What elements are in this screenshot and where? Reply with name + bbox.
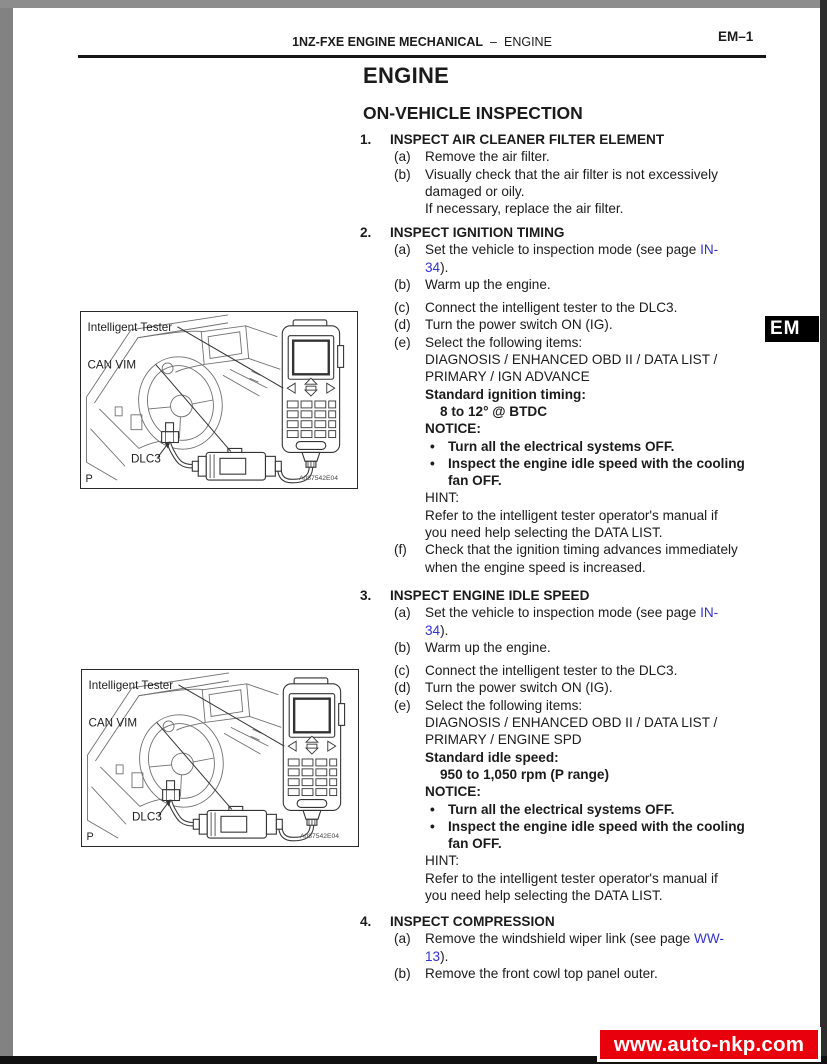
text-run: ). [440, 948, 449, 964]
text-run: PRIMARY / IGN ADVANCE [425, 369, 590, 385]
header-separator: – [490, 35, 497, 49]
section-heading: INSPECT ENGINE IDLE SPEED [390, 588, 590, 603]
text-line [425, 166, 776, 183]
text-run: Visually check that the air filter is not excessively [425, 166, 718, 182]
step-body [425, 166, 776, 218]
section-number: 3. [360, 588, 372, 603]
step-body [425, 965, 776, 982]
section [360, 131, 776, 217]
scan-edge-left [0, 0, 13, 1064]
text-line [425, 200, 776, 217]
text-line [425, 731, 776, 748]
text-run: you need help selecting the DATA LIST. [425, 888, 663, 904]
dlc3-connection-illustration [82, 670, 358, 846]
dlc3-connector-drawing [162, 423, 179, 443]
text-run: ). [440, 259, 449, 275]
text-run: 8 to 12° @ BTDC [440, 403, 548, 419]
step-body [425, 276, 776, 293]
scan-edge-top [0, 0, 827, 8]
text-run: DIAGNOSIS / ENHANCED OBD II / DATA LIST / [425, 715, 718, 731]
text-run: Warm up the engine. [425, 276, 551, 292]
procedure-step [394, 148, 776, 165]
step-body [425, 930, 776, 965]
step-label: (c) [394, 663, 410, 679]
text-run: Connect the intelligent tester to the DLC3. [425, 663, 678, 679]
procedure-step [394, 604, 776, 639]
step-label: (a) [394, 242, 411, 258]
step-label: (d) [394, 317, 411, 333]
scan-edge-right [820, 0, 827, 1064]
text-line [425, 930, 776, 947]
step-label: (a) [394, 149, 411, 165]
text-run: HINT: [425, 853, 459, 869]
procedure-step [394, 697, 776, 905]
step-label: (e) [394, 697, 411, 713]
text-line [425, 299, 776, 316]
figure-label-intelligent-tester: Intelligent Tester [88, 678, 174, 692]
text-line [425, 541, 776, 558]
procedure-step [394, 662, 776, 679]
page-reference-link[interactable]: 13 [425, 948, 441, 964]
text-line [425, 524, 776, 541]
text-run: you need help selecting the DATA LIST. [425, 525, 663, 541]
procedure-step [394, 639, 776, 656]
text-line [425, 276, 776, 293]
step-label: (e) [394, 334, 411, 350]
procedure-step [394, 316, 776, 333]
text-run: Select the following items: [425, 334, 583, 350]
figure-label-dlc3: DLC3 [131, 452, 161, 466]
text-run: Standard idle speed: [425, 749, 559, 765]
step-label: (f) [394, 542, 407, 558]
figure-label-intelligent-tester: Intelligent Tester [87, 320, 173, 334]
figure-label-can-vim: CAN VIM [88, 716, 138, 730]
text-line [425, 420, 776, 437]
step-label: (c) [394, 300, 410, 316]
step-body [425, 662, 776, 679]
text-line [425, 948, 776, 965]
text-line [425, 559, 776, 576]
text-run: Inspect the engine idle speed with the cooling [448, 818, 745, 834]
text-line [425, 316, 776, 333]
text-run: Refer to the intelligent tester operator's manual if [425, 870, 718, 886]
text-line [425, 183, 776, 200]
text-run: Turn the power switch ON (IG). [425, 680, 613, 696]
step-label: (a) [394, 605, 411, 621]
section-heading-row [360, 587, 776, 604]
text-line [425, 489, 776, 506]
text-line [425, 472, 776, 489]
text-run: Check that the ignition timing advances immediately [425, 542, 738, 558]
step-body [425, 604, 776, 639]
watermark-banner [597, 1027, 821, 1062]
procedure-step [394, 299, 776, 316]
figure-intelligent-tester-connection-1 [80, 311, 358, 489]
section-heading: INSPECT IGNITION TIMING [390, 225, 565, 240]
step-label: (b) [394, 965, 411, 981]
step-body [425, 299, 776, 316]
page-reference-link[interactable]: IN- [700, 242, 719, 258]
text-line [425, 714, 776, 731]
text-run: HINT: [425, 490, 459, 506]
text-line [425, 965, 776, 982]
bullet-marker: • [430, 801, 435, 817]
intelligent-tester-drawing [283, 678, 344, 825]
text-line [425, 403, 776, 420]
leader-line-intelligent-tester [177, 327, 283, 388]
text-line [425, 818, 776, 835]
section-tab-em: EM [765, 316, 819, 342]
text-run: DIAGNOSIS / ENHANCED OBD II / DATA LIST / [425, 352, 718, 368]
text-line [425, 697, 776, 714]
header-section-name: ENGINE [504, 35, 552, 49]
figure-code: A087542E04 [300, 833, 339, 841]
bullet-marker: • [430, 455, 435, 471]
step-body [425, 334, 776, 542]
figure-label-p: P [86, 831, 94, 844]
text-line [425, 662, 776, 679]
text-run: damaged or oily. [425, 183, 525, 199]
text-run: Remove the air filter. [425, 149, 550, 165]
bullet-marker: • [430, 438, 435, 454]
procedure-step [394, 334, 776, 542]
step-body [425, 697, 776, 905]
page-reference-link[interactable]: IN- [700, 605, 719, 621]
text-line [425, 801, 776, 818]
dlc3-connection-illustration [81, 312, 357, 488]
procedure-step [394, 541, 776, 576]
text-run: If necessary, replace the air filter. [425, 201, 624, 217]
text-line [425, 259, 776, 276]
steering-wheel [129, 348, 232, 458]
header-manual-title: 1NZ-FXE ENGINE MECHANICAL [292, 35, 484, 49]
text-line [425, 604, 776, 621]
text-run: Turn the power switch ON (IG). [425, 317, 613, 333]
section-number: 4. [360, 914, 372, 929]
running-header [78, 35, 766, 49]
text-run: fan OFF. [448, 836, 502, 852]
text-run: NOTICE: [425, 784, 481, 800]
text-line [425, 766, 776, 783]
text-run: when the engine speed is increased. [425, 559, 646, 575]
text-run: Refer to the intelligent tester operator's manual if [425, 507, 718, 523]
page-reference-link[interactable]: 34 [425, 622, 441, 638]
text-run: Remove the windshield wiper link (see page [425, 931, 694, 947]
step-body [425, 541, 776, 576]
step-label: (d) [394, 680, 411, 696]
section-heading: INSPECT AIR CLEANER FILTER ELEMENT [390, 132, 665, 147]
figure-label-dlc3: DLC3 [132, 810, 162, 824]
step-label: (b) [394, 166, 411, 182]
page-reference-link[interactable]: WW- [694, 931, 724, 947]
text-line [425, 241, 776, 258]
text-line [425, 622, 776, 639]
text-run: Select the following items: [425, 697, 583, 713]
procedure-step [394, 679, 776, 696]
text-run: Standard ignition timing: [425, 386, 586, 402]
leader-line-intelligent-tester [178, 685, 284, 746]
text-line [425, 679, 776, 696]
section-heading-row [360, 224, 776, 241]
step-label: (b) [394, 639, 411, 655]
text-line [425, 835, 776, 852]
text-line [425, 870, 776, 887]
text-line [425, 438, 776, 455]
section-heading-row [360, 131, 776, 148]
watermark-url: www.auto-nkp.com [613, 1032, 805, 1056]
text-run: PRIMARY / ENGINE SPD [425, 732, 582, 748]
section-heading-row [360, 913, 776, 930]
section-title-on-vehicle-inspection: ON-VEHICLE INSPECTION [363, 103, 583, 123]
steering-wheel [130, 706, 233, 816]
section [360, 224, 776, 576]
text-line [425, 148, 776, 165]
step-label: (a) [394, 931, 411, 947]
text-line [425, 852, 776, 869]
page-reference-link[interactable]: 34 [425, 259, 441, 275]
page-number: EM–1 [718, 29, 754, 44]
procedure-step [394, 241, 776, 276]
step-body [425, 241, 776, 276]
text-run: Connect the intelligent tester to the DLC3. [425, 300, 678, 316]
text-line [425, 351, 776, 368]
text-run: Set the vehicle to inspection mode (see page [425, 242, 701, 258]
procedure-step [394, 276, 776, 293]
text-run: 950 to 1,050 rpm (P range) [440, 766, 609, 782]
can-vim-drawing [193, 806, 282, 838]
can-vim-drawing [192, 448, 281, 480]
section [360, 587, 776, 904]
text-run: Turn all the electrical systems OFF. [448, 801, 675, 817]
text-run: Remove the front cowl top panel outer. [425, 965, 658, 981]
bullet-marker: • [430, 818, 435, 834]
text-run: Inspect the engine idle speed with the cooling [448, 455, 745, 471]
text-run: Turn all the electrical systems OFF. [448, 438, 675, 454]
section [360, 913, 776, 982]
procedure-step [394, 930, 776, 965]
section-heading: INSPECT COMPRESSION [390, 914, 555, 929]
text-run: NOTICE: [425, 421, 481, 437]
text-line [425, 507, 776, 524]
text-line [425, 639, 776, 656]
procedure-step [394, 965, 776, 982]
text-line [425, 334, 776, 351]
figure-code: A087542E04 [299, 475, 338, 483]
page-title: ENGINE [363, 63, 450, 88]
header-rule [78, 55, 766, 58]
step-body [425, 679, 776, 696]
text-line [425, 368, 776, 385]
text-line [425, 455, 776, 472]
section-number: 1. [360, 132, 372, 147]
text-line [425, 749, 776, 766]
intelligent-tester-drawing [282, 320, 343, 467]
text-run: Warm up the engine. [425, 639, 551, 655]
text-run: fan OFF. [448, 473, 502, 489]
figure-label-p: P [85, 473, 93, 486]
figure-label-can-vim: CAN VIM [87, 358, 137, 372]
section-number: 2. [360, 225, 372, 240]
step-body [425, 316, 776, 333]
text-line [425, 887, 776, 904]
step-label: (b) [394, 276, 411, 292]
step-body [425, 148, 776, 165]
step-body [425, 639, 776, 656]
text-line [425, 386, 776, 403]
text-run: ). [440, 622, 449, 638]
figure-intelligent-tester-connection-2 [81, 669, 359, 847]
text-line [425, 783, 776, 800]
dlc3-connector-drawing [163, 781, 180, 801]
procedure-step [394, 166, 776, 218]
text-run: Set the vehicle to inspection mode (see page [425, 605, 701, 621]
